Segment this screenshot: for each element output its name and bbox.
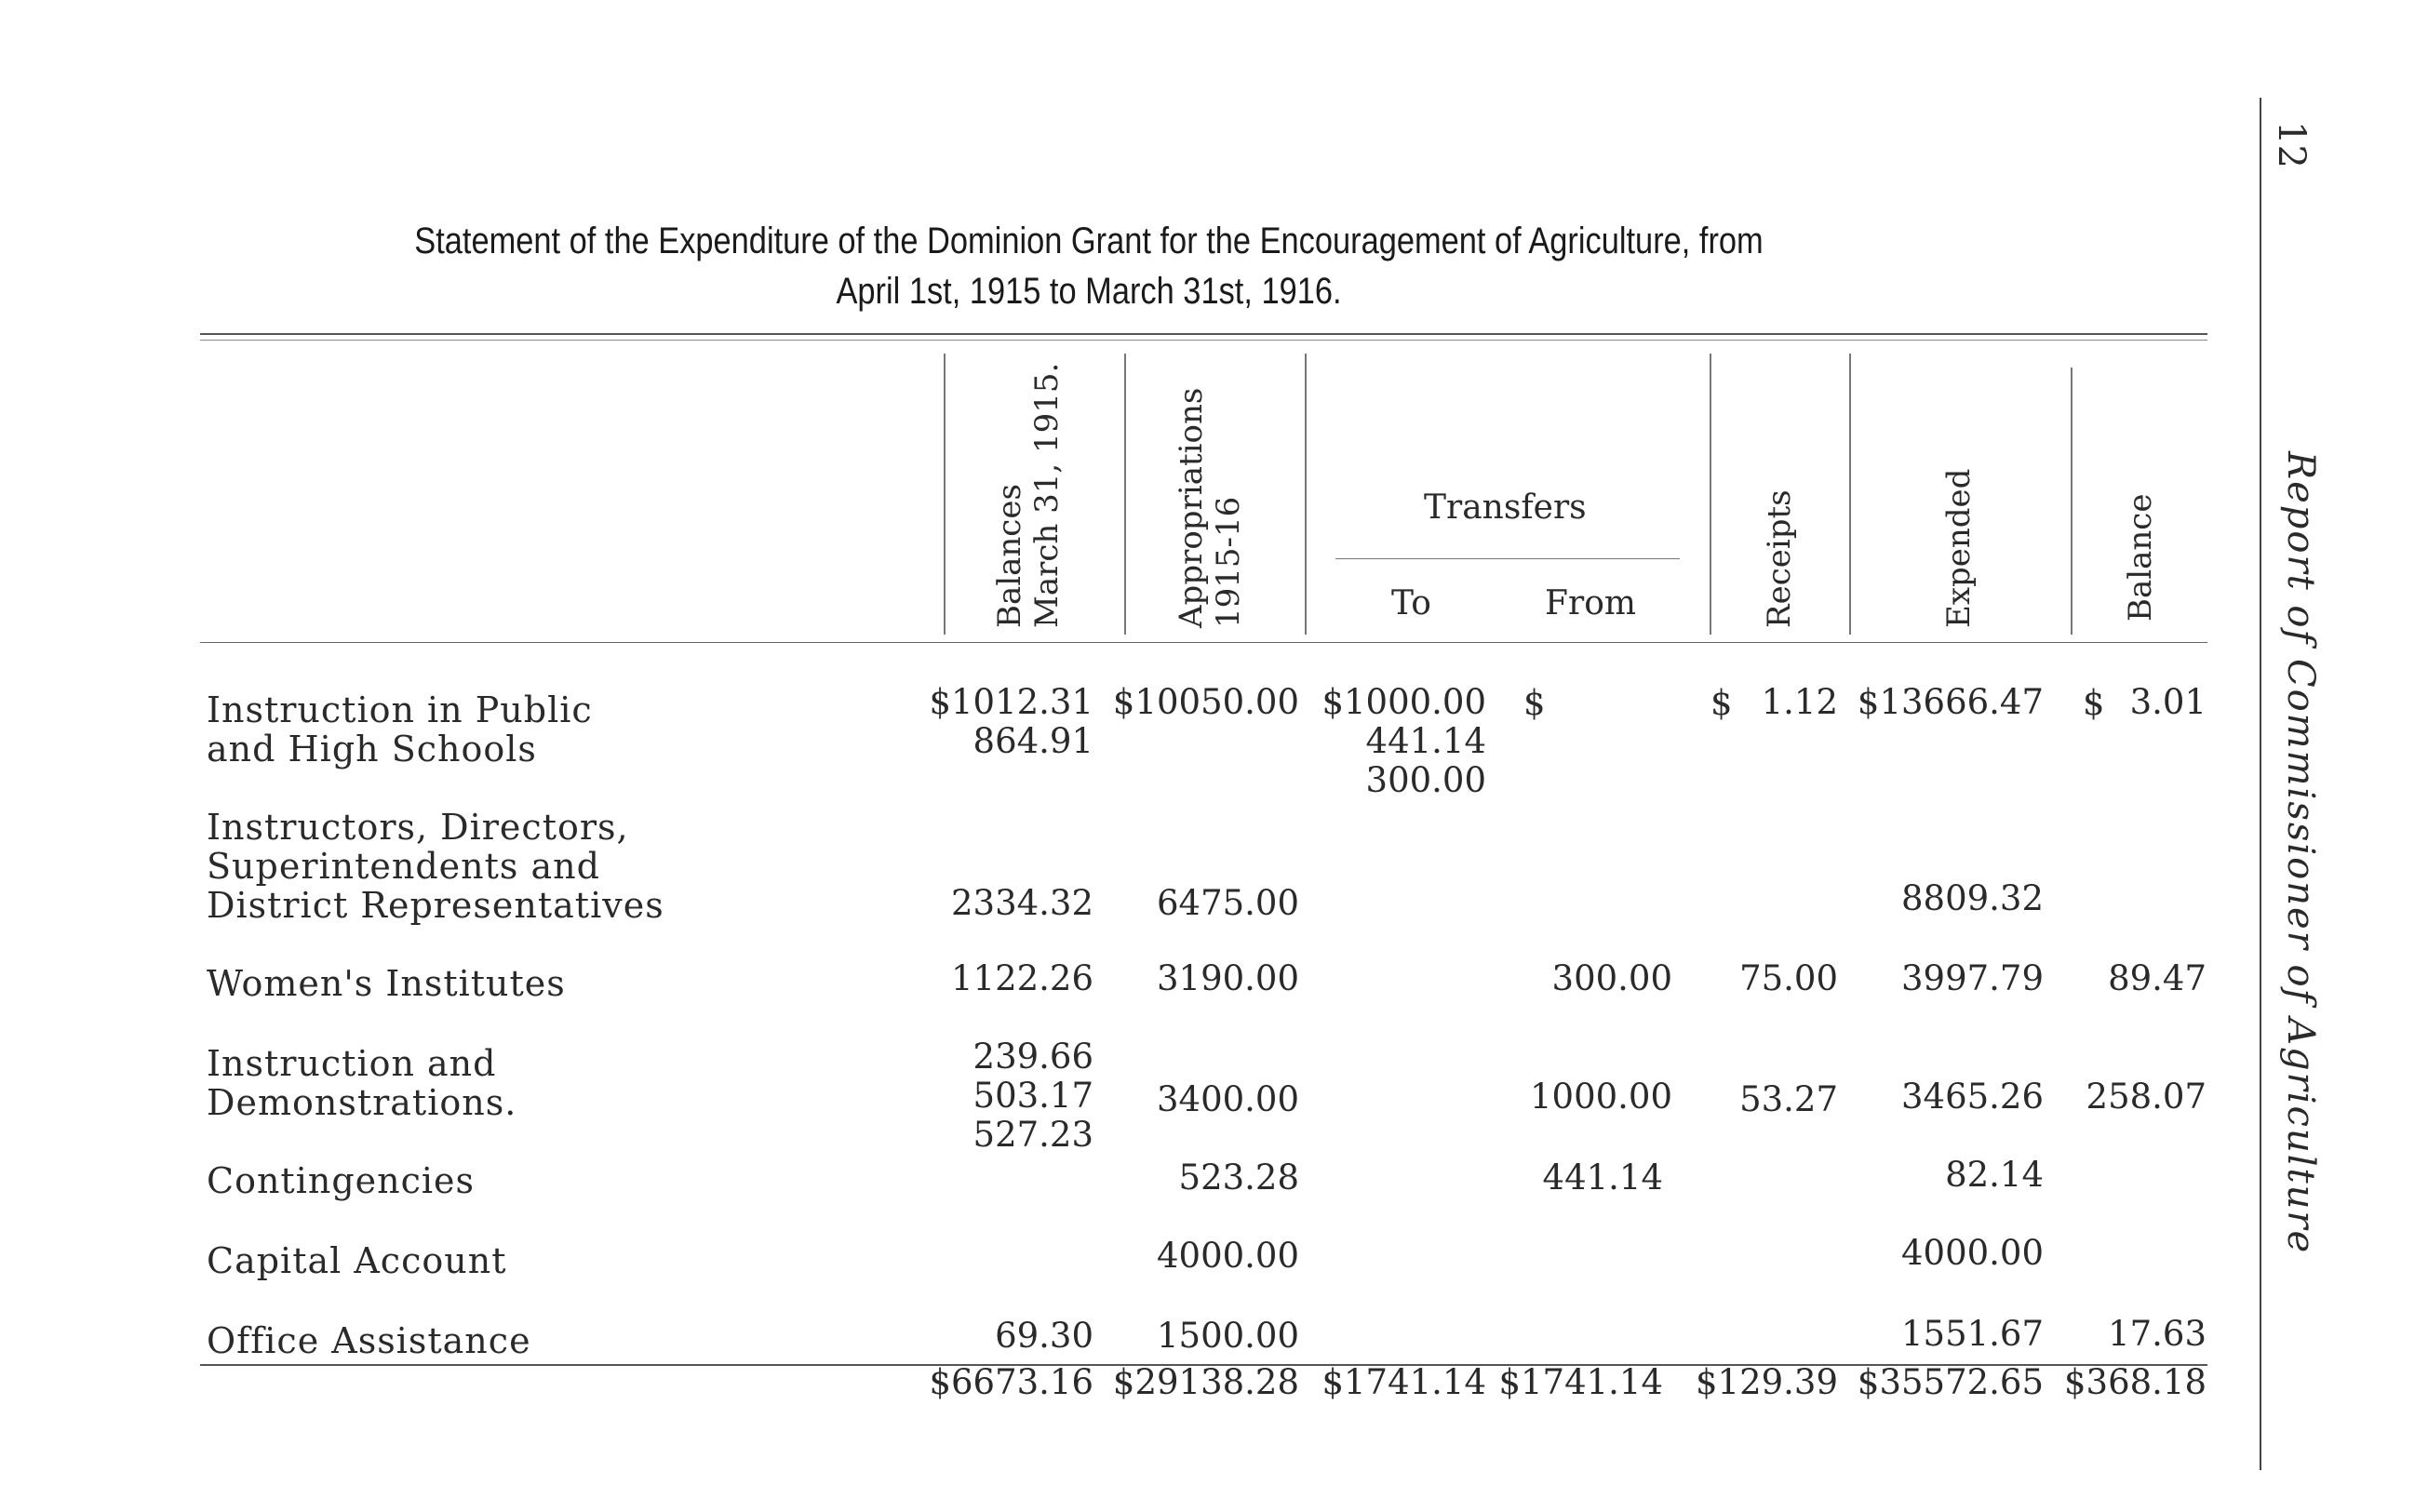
table-top-rule: [200, 333, 2207, 335]
cell-balances: 2334.32: [950, 883, 1093, 923]
row-label-contingencies: [207, 1161, 475, 1200]
header-appropriations: [1173, 388, 1247, 628]
total-balance: $368.18: [2063, 1362, 2207, 1402]
cell-balances: [973, 1037, 1093, 1155]
cell-appropriations: 6475.00: [1156, 883, 1299, 923]
total-expended: $35572.65: [1857, 1362, 2044, 1402]
header-balances: [991, 363, 1066, 628]
cell-value: $10050.00: [1112, 682, 1299, 722]
row-label-line: Contingencies: [207, 1160, 476, 1201]
cell-appropriations: 523.28: [1178, 1157, 1299, 1198]
header-expended: Expended: [1940, 468, 1978, 628]
page-number: 12: [2270, 121, 2313, 168]
cell-value: 300.00: [1365, 760, 1486, 800]
row-label-capital-account: [207, 1241, 506, 1280]
table-top-rule-inner: [200, 340, 2207, 341]
header-divider: [1710, 354, 1711, 635]
cell-appropriations: [1113, 683, 1299, 722]
header-divider: [1849, 354, 1851, 635]
row-label-line: Instruction and: [207, 1043, 497, 1084]
total-balances: $6673.16: [929, 1362, 1093, 1402]
cell-receipts: 53.27: [1739, 1079, 1838, 1119]
cell-expended: 4000.00: [1900, 1233, 2044, 1273]
title-line-1: Statement of the Expenditure of the Dominion Grant for the Encouragement of Agriculture, from: [414, 221, 1764, 261]
header-balances-line-2: March 31, 1915.: [1028, 362, 1066, 628]
row-label-demonstrations: [207, 1044, 516, 1122]
cell-value: 441.14: [1365, 721, 1486, 761]
row-label-line: Office Assistance: [207, 1320, 531, 1361]
cell-expended: $13666.47: [1857, 682, 2044, 722]
header-balance: Balance: [2122, 493, 2159, 622]
row-label-line: Demonstrations.: [207, 1082, 517, 1123]
header-divider: [944, 354, 946, 635]
total-transfers-to: $1741.14: [1321, 1362, 1486, 1402]
cell-value: $1012.31: [929, 682, 1093, 722]
title-line-2: April 1st, 1915 to March 31st, 1916.: [836, 271, 1342, 312]
header-appropriations-line-2: 1915-16: [1210, 496, 1247, 628]
cell-expended: 82.14: [1945, 1155, 2044, 1195]
statement-title: [313, 216, 1865, 316]
header-balances-line-1: Balances: [991, 484, 1028, 628]
header-transfers: Transfers: [1424, 488, 1587, 527]
cell-value: 503.17: [973, 1076, 1093, 1116]
row-label-office-assistance: [207, 1321, 531, 1360]
header-appropriations-line-1: Appropriations: [1173, 387, 1210, 628]
running-head: Report of Commissioner of Agriculture: [2279, 451, 2322, 1255]
cell-expended: 3997.79: [1900, 958, 2044, 998]
cell-balance: 3.01: [2129, 682, 2207, 722]
cell-appropriations: 1500.00: [1156, 1316, 1299, 1356]
cell-transfers-to: [1321, 683, 1486, 800]
cell-appropriations: 3400.00: [1156, 1079, 1299, 1119]
row-label-line: and High Schools: [207, 729, 537, 769]
total-receipts: $129.39: [1695, 1362, 1838, 1402]
cell-receipts-sign: $: [1710, 683, 1733, 723]
cell-value: $1000.00: [1321, 682, 1486, 722]
cell-value: 527.23: [973, 1115, 1093, 1155]
cell-balance: 17.63: [2108, 1314, 2207, 1354]
row-label-line: District Representatives: [207, 885, 664, 926]
total-appropriations: $29138.28: [1112, 1362, 1299, 1402]
cell-balance: 258.07: [2086, 1077, 2207, 1117]
row-label-line: Women's Institutes: [207, 963, 566, 1004]
cell-receipts: 75.00: [1739, 958, 1838, 998]
row-label-instructors: [207, 808, 664, 925]
cell-expended: 8809.32: [1900, 878, 2044, 918]
row-label-line: Superintendents and: [207, 846, 600, 887]
row-label-line: Instruction in Public: [207, 689, 593, 730]
cell-balances: [929, 683, 1093, 761]
header-receipts: Receipts: [1761, 489, 1798, 628]
cell-balances: 69.30: [995, 1316, 1093, 1356]
cell-appropriations: 3190.00: [1156, 958, 1299, 998]
row-label-public-schools: [207, 690, 593, 769]
cell-transfers-from: 1000.00: [1529, 1077, 1672, 1117]
header-divider: [1124, 354, 1126, 635]
cell-balances: 1122.26: [950, 958, 1093, 998]
header-transfers-to: To: [1391, 584, 1431, 622]
cell-expended: 3465.26: [1900, 1077, 2044, 1117]
cell-balance: 89.47: [2108, 958, 2207, 998]
page-margin-rule: [2260, 98, 2261, 1470]
cell-transfers-from: $: [1523, 683, 1546, 723]
cell-expended: 1551.67: [1900, 1314, 2044, 1354]
header-divider: [2071, 368, 2073, 635]
row-label-line: Instructors, Directors,: [207, 807, 629, 848]
header-transfers-from: From: [1545, 584, 1636, 622]
transfers-rule: [1335, 558, 1680, 559]
cell-balance-sign: $: [2083, 683, 2105, 723]
cell-value: 239.66: [973, 1037, 1093, 1077]
row-label-line: Capital Account: [207, 1240, 507, 1281]
header-bottom-rule: [200, 642, 2207, 643]
cell-value: 864.91: [973, 721, 1093, 761]
cell-transfers-from: 300.00: [1551, 958, 1672, 998]
row-label-womens-institutes: [207, 964, 566, 1003]
cell-transfers-from: 441.14: [1542, 1157, 1663, 1198]
cell-receipts: 1.12: [1761, 682, 1838, 722]
header-divider: [1305, 354, 1307, 635]
total-transfers-from: $1741.14: [1498, 1362, 1663, 1402]
cell-appropriations: 4000.00: [1156, 1236, 1299, 1276]
